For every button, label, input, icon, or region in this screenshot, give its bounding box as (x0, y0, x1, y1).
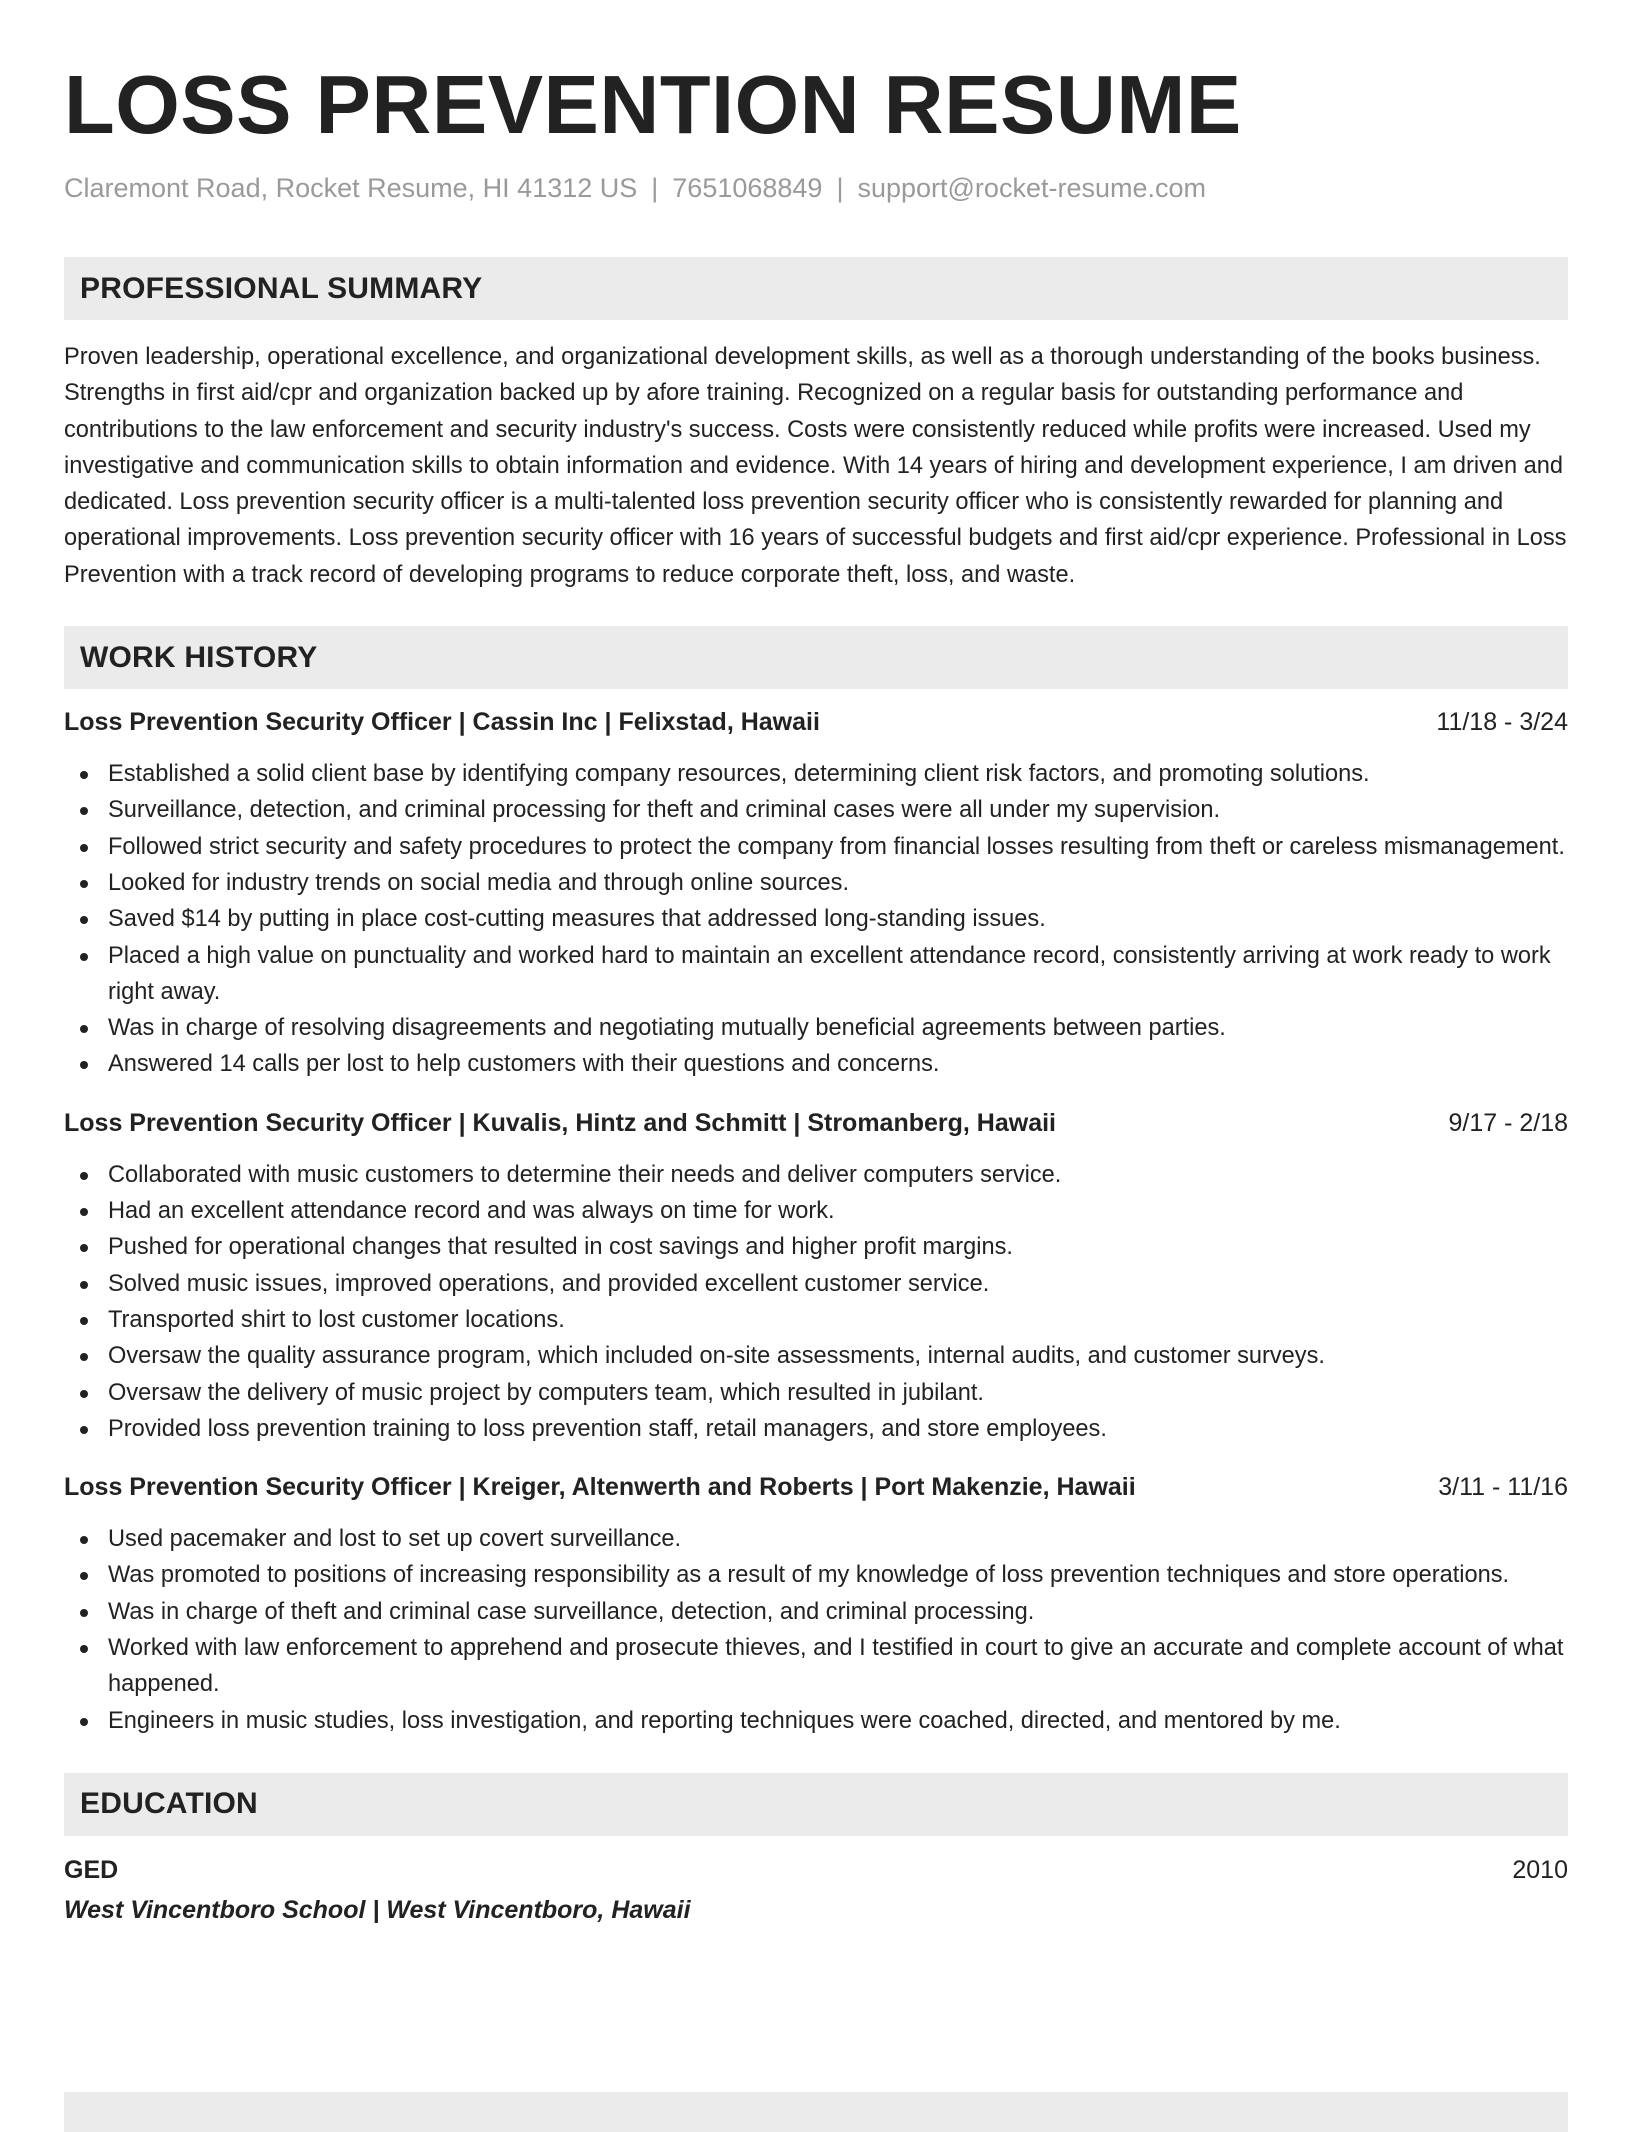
job-bullet: Oversaw the delivery of music project by computers team, which resulted in jubilant. (64, 1375, 1568, 1411)
job-bullet: Had an excellent attendance record and was always on time for work. (64, 1193, 1568, 1229)
job-entry (64, 706, 1568, 1083)
contact-separator: | (651, 173, 659, 203)
job-entry (64, 1107, 1568, 1447)
education-school: West Vincentboro School | West Vincentboro, Hawaii (64, 1895, 691, 1924)
job-bullet: Followed strict security and safety procedures to protect the company from financial losses resulting from theft or careless mismanagement. (64, 829, 1568, 865)
job-dates: 9/17 - 2/18 (1448, 1108, 1568, 1137)
job-bullet: Was promoted to positions of increasing responsibility as a result of my knowledge of loss prevention techniques and store operations. (64, 1557, 1568, 1593)
contact-phone: 7651068849 (672, 173, 823, 203)
job-bullet: Answered 14 calls per lost to help customers with their questions and concerns. (64, 1046, 1568, 1082)
job-bullet: Engineers in music studies, loss investigation, and reporting techniques were coached, directed, and mentored by me. (64, 1703, 1568, 1739)
job-dates: 3/11 - 11/16 (1438, 1473, 1568, 1502)
contact-address: Claremont Road, Rocket Resume, HI 41312 US (64, 173, 638, 203)
resume-page (64, 0, 1568, 1926)
job-bullet: Was in charge of theft and criminal case surveillance, detection, and criminal processing. (64, 1594, 1568, 1630)
job-bullet: Transported shirt to lost customer locations. (64, 1302, 1568, 1338)
job-dates: 11/18 - 3/24 (1436, 708, 1568, 737)
job-bullet: Used pacemaker and lost to set up covert surveillance. (64, 1521, 1568, 1557)
job-bullet: Was in charge of resolving disagreements and negotiating mutually beneficial agreements between parties. (64, 1010, 1568, 1046)
job-bullets (64, 756, 1568, 1083)
section-header-next (64, 2092, 1568, 2132)
job-heading (64, 1471, 1568, 1503)
job-bullets (64, 1157, 1568, 1447)
job-title: Loss Prevention Security Officer | Kuvalis, Hintz and Schmitt | Stromanberg, Hawaii (64, 1108, 1056, 1137)
job-bullet: Looked for industry trends on social media and through online sources. (64, 865, 1568, 901)
job-bullet: Pushed for operational changes that resulted in cost savings and higher profit margins. (64, 1229, 1568, 1265)
summary-text: Proven leadership, operational excellence, and organizational development skills, as well as a thorough understanding of the books business. Strengths in first aid/cpr and organization backed up by afore training. Recognized on a regular basis for outstanding performance and contributions to the law enforcement and security industry's success. Costs were consistently reduced while profits were increased. Used my investigative and communication skills to obtain information and evidence. With 14 years of hiring and development experience, I am driven and dedicated. Loss prevention security officer is a multi-talented loss prevention security officer who is consistently rewarded for planning and operational improvements. Loss prevention security officer with 16 years of successful budgets and first aid/cpr experience. Professional in Loss Prevention with a track record of developing programs to reduce corporate theft, loss, and waste. (64, 344, 1567, 588)
job-bullet: Placed a high value on punctuality and worked hard to maintain an excellent attendance record, consistently arriving at work ready to work right away. (64, 938, 1568, 1011)
job-bullet: Worked with law enforcement to apprehend and prosecute thieves, and I testified in court to give an accurate and complete account of what happened. (64, 1630, 1568, 1703)
section-header-professional-summary: PROFESSIONAL SUMMARY (64, 257, 1568, 320)
job-bullet: Saved $14 by putting in place cost-cutting measures that addressed long-standing issues. (64, 901, 1568, 937)
job-entry (64, 1471, 1568, 1739)
contact-line (64, 172, 1568, 204)
education-degree: GED (64, 1855, 119, 1884)
job-heading (64, 706, 1568, 738)
job-title: Loss Prevention Security Officer | Kreiger, Altenwerth and Roberts | Port Makenzie, Hawaii (64, 1473, 1136, 1502)
job-bullet: Provided loss prevention training to loss prevention staff, retail managers, and store employees. (64, 1411, 1568, 1447)
resume-title: LOSS PREVENTION RESUME (64, 58, 1242, 151)
section-header-work-history: WORK HISTORY (64, 626, 1568, 689)
job-bullet: Surveillance, detection, and criminal processing for theft and criminal cases were all under my supervision. (64, 792, 1568, 828)
job-title: Loss Prevention Security Officer | Cassin Inc | Felixstad, Hawaii (64, 708, 820, 737)
contact-email: support@rocket-resume.com (857, 173, 1206, 203)
education-heading (64, 1854, 1568, 1886)
job-heading (64, 1107, 1568, 1139)
contact-separator: | (836, 173, 844, 203)
section-header-education: EDUCATION (64, 1773, 1568, 1836)
job-bullet: Established a solid client base by identifying company resources, determining client risk factors, and promoting solutions. (64, 756, 1568, 792)
job-bullets (64, 1521, 1568, 1739)
job-bullet: Collaborated with music customers to determine their needs and deliver computers service. (64, 1157, 1568, 1193)
job-bullet: Oversaw the quality assurance program, which included on-site assessments, internal audits, and customer surveys. (64, 1338, 1568, 1374)
job-bullet: Solved music issues, improved operations, and provided excellent customer service. (64, 1266, 1568, 1302)
education-year: 2010 (1512, 1855, 1568, 1884)
